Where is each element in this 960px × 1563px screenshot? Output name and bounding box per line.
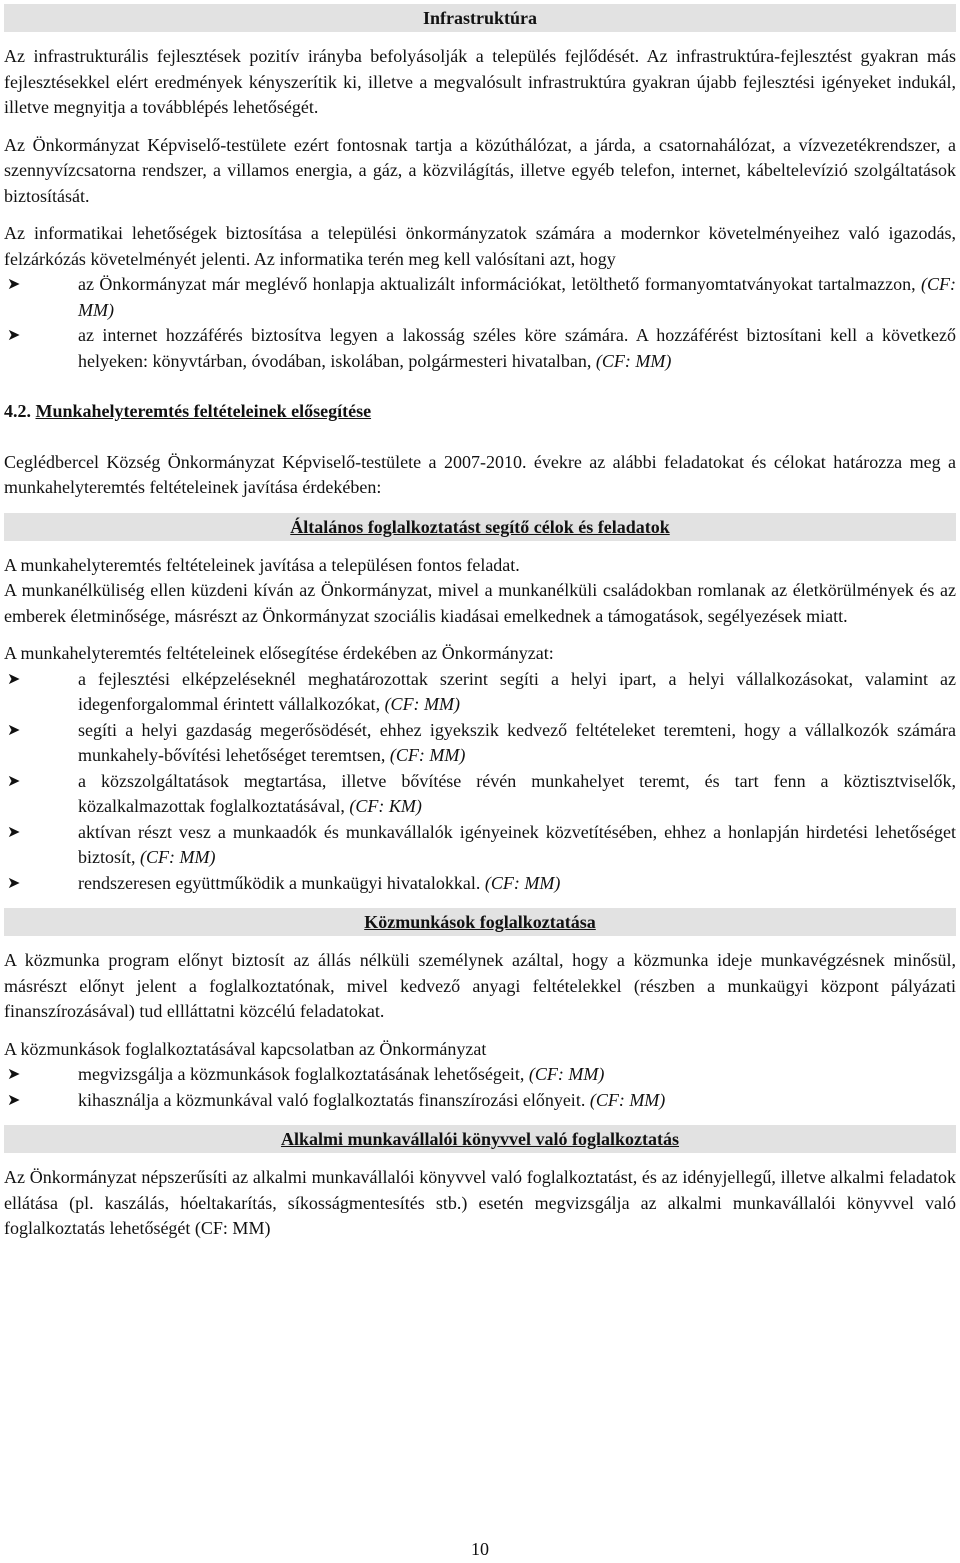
arrowhead-bullet-icon: ➤	[7, 1066, 21, 1083]
arrowhead-bullet-icon: ➤	[7, 874, 21, 892]
list-item: ➤ segíti a helyi gazdaság megerősödését, ehhez igyekszik kedvező feltételeket teremteni, hogy a vállalkozók számára munkahely-bővítési lehetőséget teremtsen, (CF: MM)	[4, 718, 956, 769]
paragraph-public-work-program: A közmunka program előnyt biztosít az állás nélküli személynek azáltal, hogy a közmunka ideje munkavégzésnek minősül, másrészt előnyt jelent a foglalkoztatónak, mivel kedvező anyagi feltételekkel (részben a munkaügyi központ pályázati finanszírozásával) tud ellláttatni közcélú feladatokat.	[4, 950, 956, 1021]
section-heading-general-employment: Általános foglalkoztatást segítő célok és feladatok	[4, 513, 956, 541]
paragraph-job-creation: A munkahelyteremtés feltételeinek javítása a településen fontos feladat.	[4, 554, 520, 575]
paragraph-public-work-intro: A közmunkások foglalkoztatásával kapcsolatban az Önkormányzat	[4, 1038, 487, 1059]
list-item: ➤ kihasználja a közmunkával való foglalkoztatás finanszírozási előnyeit. (CF: MM)	[4, 1088, 956, 1114]
list-item: ➤ a közszolgáltatások megtartása, illetve bővítése révén munkahelyet teremt, és tart fenn a köztisztviselők, közalkalmazottak foglalkoztatásával, (CF: KM)	[4, 769, 956, 820]
paragraph-unemployment: A munkanélküliség ellen küzdeni kíván az Önkormányzat, mivel a munkanélküli családokban romlanak az életkörülmények és az emberek életminősége, másrészt az Önkormányzat szociális kiadásai emelkednek a támogatások, segélyezések miatt.	[4, 580, 956, 626]
section-heading-casual-work-book: Alkalmi munkavállalói könyvvel való foglalkoztatás	[4, 1125, 956, 1153]
list-item: ➤ az internet hozzáférés biztosítva legyen a lakosság széles köre számára. A hozzáférést biztosítani kell a következő helyeken: könyvtárban, óvodában, iskolában, polgármesteri hivatalban, (CF: MM)	[4, 323, 956, 374]
paragraph-job-measures-intro: A munkahelyteremtés feltételeinek elősegítése érdekében az Önkormányzat:	[4, 643, 554, 663]
page-number: 10	[471, 1539, 489, 1559]
arrowhead-bullet-icon: ➤	[7, 823, 21, 841]
chapter-heading-4-2: 4.2. Munkahelyteremtés feltételeinek elősegítése	[4, 401, 372, 421]
public-work-list	[4, 1062, 956, 1113]
paragraph-informatics: Az informatikai lehetőségek biztosítása a települési önkormányzatok számára a modernkor követelményeihez való igazodás, felzárkózás követelményét jelenti. Az informatika terén meg kell valósítani azt, hogy	[4, 223, 956, 269]
arrowhead-bullet-icon: ➤	[7, 327, 21, 344]
list-item: ➤ rendszeresen együttműködik a munkaügyi hivatalokkal. (CF: MM)	[4, 871, 956, 897]
arrowhead-bullet-icon: ➤	[7, 772, 21, 790]
list-item: ➤ aktívan részt vesz a munkaadók és munkavállalók igényeinek közvetítésében, ehhez a honlapján hirdetési lehetőséget biztosít, (CF: MM)	[4, 820, 956, 871]
list-item: ➤ megvizsgálja a közmunkások foglalkoztatásának lehetőségeit, (CF: MM)	[4, 1062, 956, 1088]
list-item: ➤ az Önkormányzat már meglévő honlapja aktualizált információkat, letölthető formanyomtatványokat tartalmazzon, (CF: MM)	[4, 272, 956, 323]
arrowhead-bullet-icon: ➤	[7, 1091, 21, 1109]
arrowhead-bullet-icon: ➤	[7, 670, 21, 688]
informatics-list	[4, 272, 956, 374]
arrowhead-bullet-icon: ➤	[7, 721, 21, 739]
paragraph-infra-intro: Az infrastrukturális fejlesztések pozitív irányba befolyásolják a település fejlődését. Az infrastruktúra-fejlesztést gyakran más fejlesztésekkel elért eredmények kényszerítik ki, illetve a megvalósult infrastruktúra gyakran újabb fejlesztési igényeket indukál, illetve megnyitja a továbblépés lehetőségét.	[4, 46, 956, 117]
section-heading-public-workers: Közmunkások foglalkoztatása	[4, 908, 956, 936]
paragraph-infra-priorities: Az Önkormányzat Képviselő-testülete ezért fontosnak tartja a közúthálózat, a járda, a csatornahálózat, a vízvezetékrendszer, a szennyvízcsatorna rendszer, a villamos energia, a gáz, a közvilágítás, illetve egyéb telefon, internet, kábeltelevízió szolgáltatások biztosítását.	[4, 134, 956, 206]
section-heading-infrastruktura: Infrastruktúra	[4, 4, 956, 32]
list-item: ➤ a fejlesztési elképzeléseknél meghatározottak szerint segíti a helyi ipart, a helyi vállalkozásokat, valamint az idegenforgalommal érintett vállalkozókat, (CF: MM)	[4, 667, 956, 718]
paragraph-casual-work: Az Önkormányzat népszerűsíti az alkalmi munkavállalói könyvvel való foglalkoztatást, és az idényjellegű, illetve alkalmi feladatok ellátása (pl. kaszálás, hóeltakarítás, síkosságmentesítés stb.) esetén megvizsgálja az alkalmi munkavállalói könyvvel való foglalkoztatás lehetőségét (CF: MM)	[4, 1167, 956, 1238]
paragraph-goals: Ceglédbercel Község Önkormányzat Képviselő-testülete a 2007-2010. évekre az alábbi feladatokat és célokat határozza meg a munkahelyteremtés feltételeinek javítása érdekében:	[4, 451, 956, 497]
arrowhead-bullet-icon: ➤	[7, 276, 21, 293]
job-measures-list	[4, 667, 956, 897]
